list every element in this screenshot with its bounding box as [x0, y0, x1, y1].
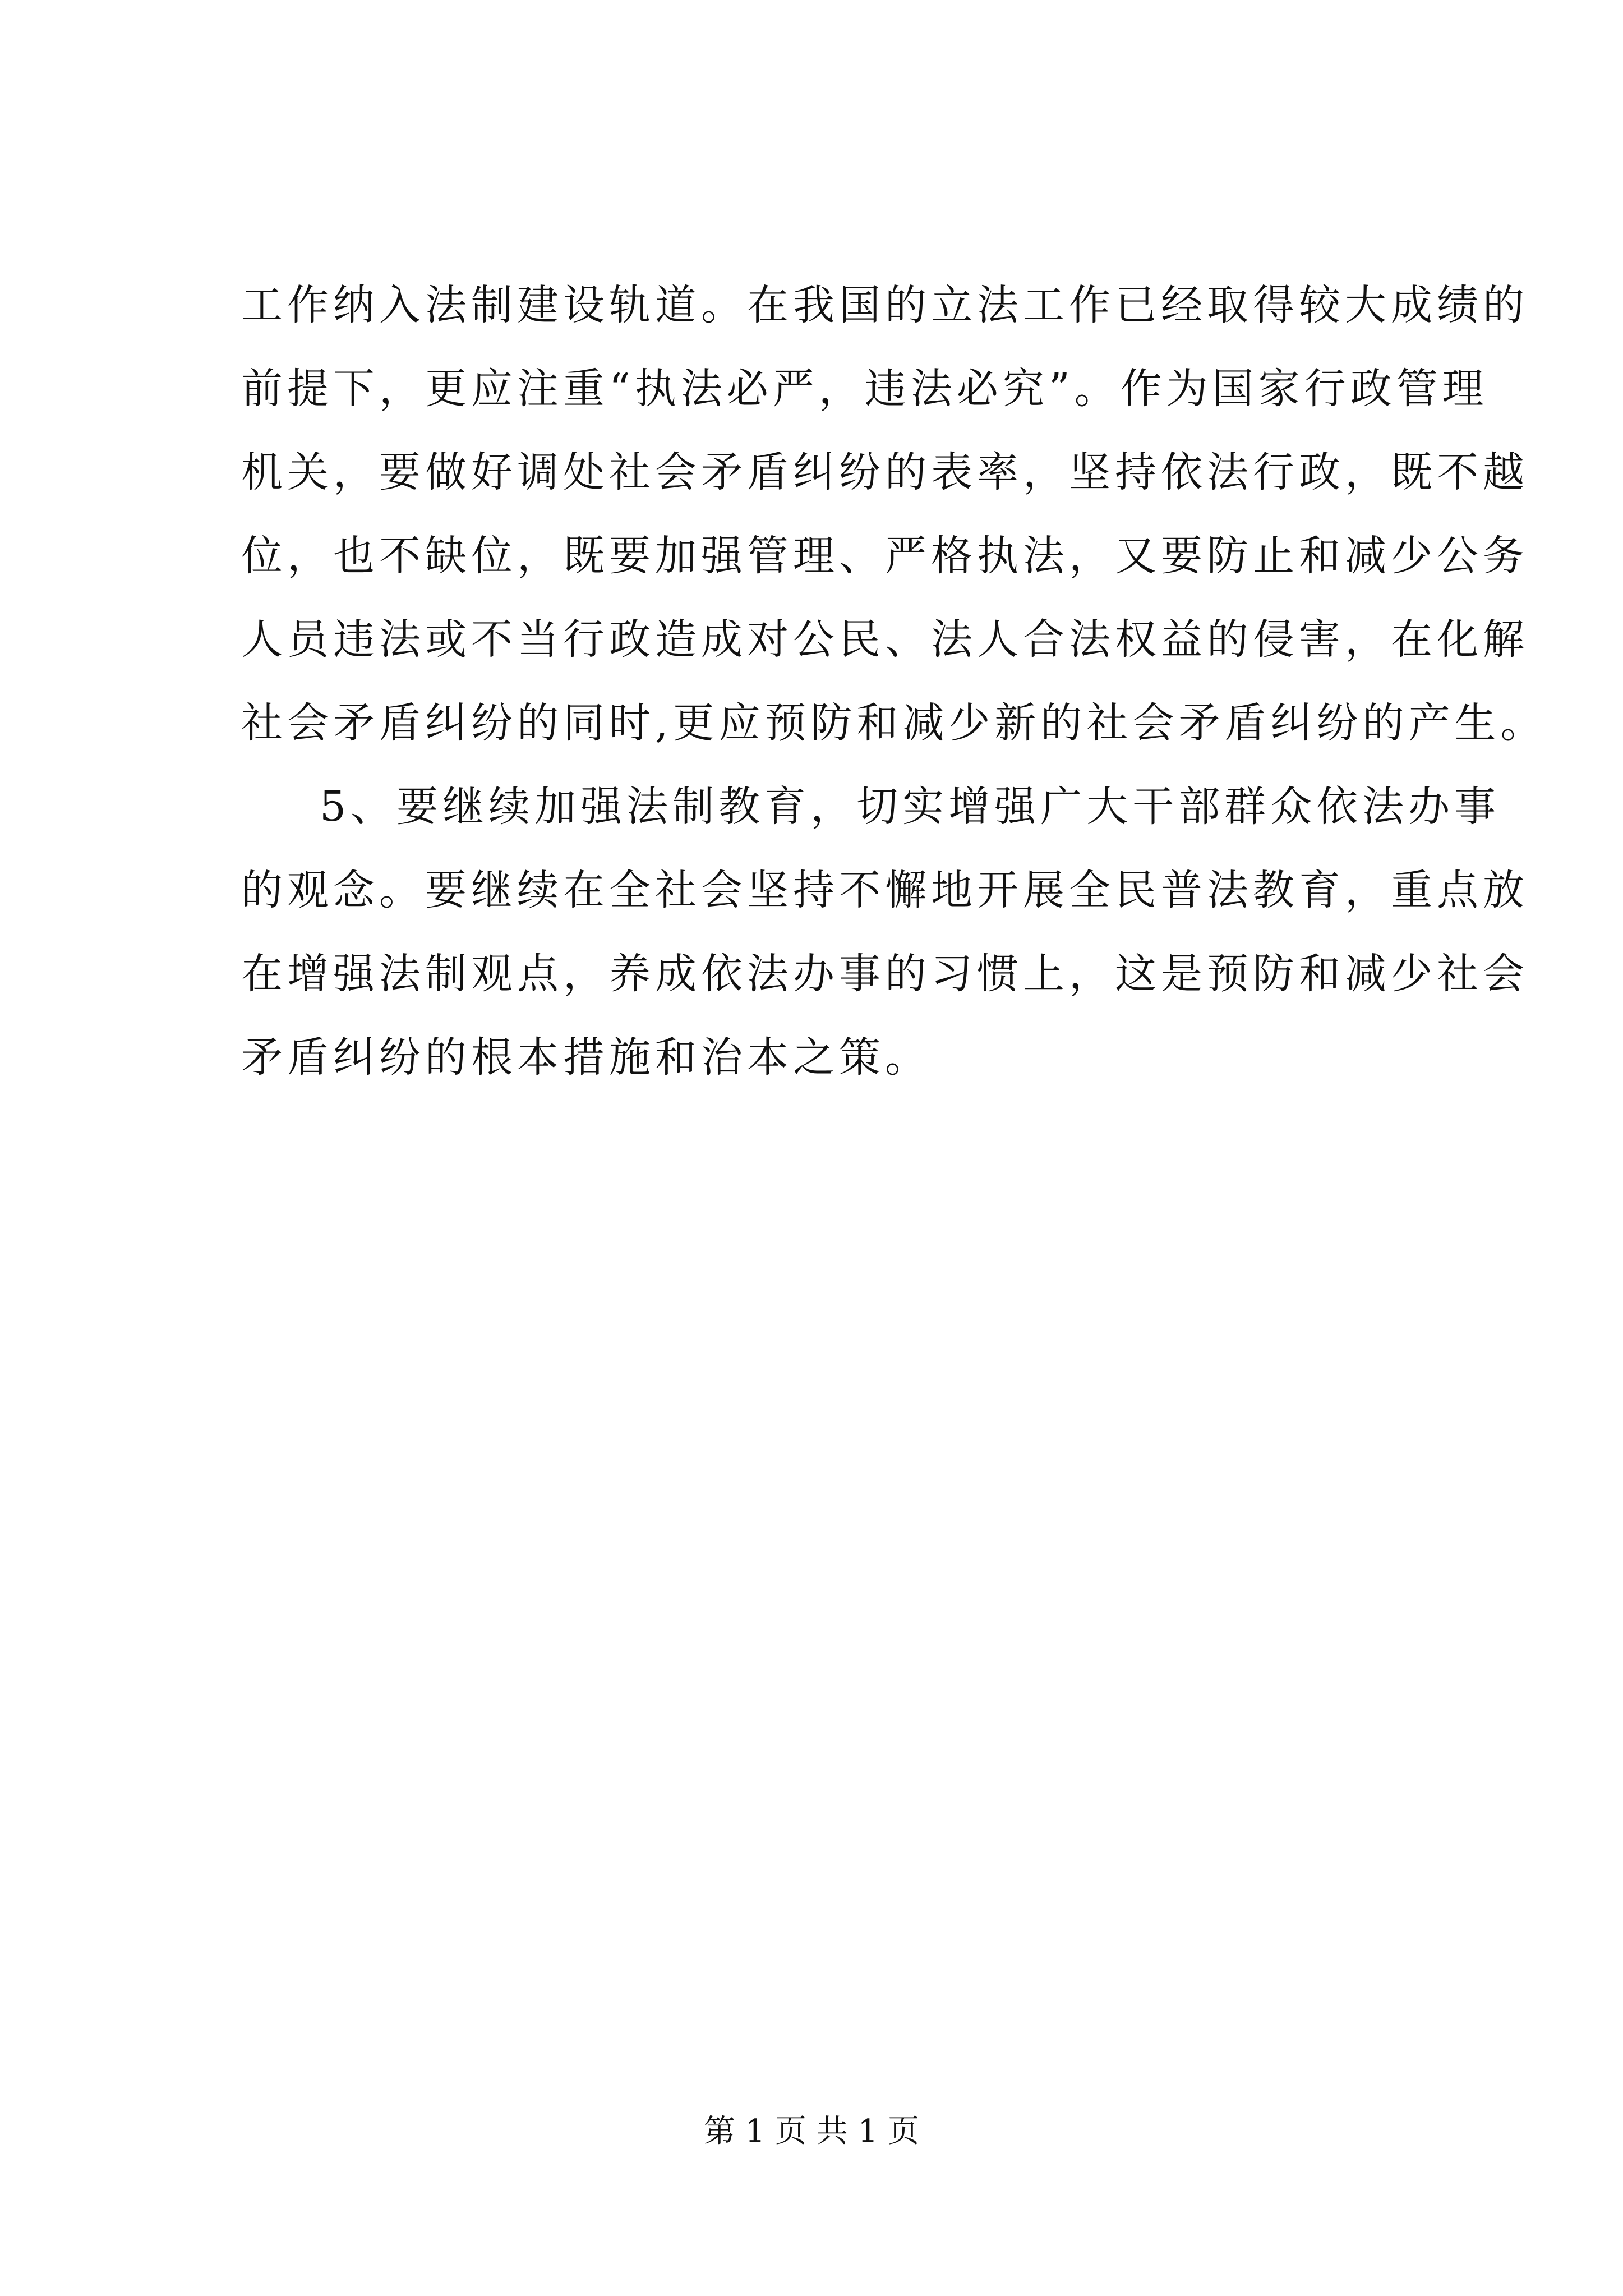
paragraph-line: 位，也不缺位，既要加强管理、严格执法，又要防止和减少公务 [241, 532, 1529, 580]
paragraph-line: 在增强法制观点，养成依法办事的习惯上，这是预防和减少社会 [241, 950, 1529, 998]
page-number-label: 第 1 页 共 1 页 [703, 2113, 920, 2150]
page-footer [0, 2112, 1623, 2151]
paragraph-line: 前提下，更应注重“执法必严，违法必究”。作为国家行政管理 [241, 365, 1488, 413]
paragraph-line: 人员违法或不当行政造成对公民、法人合法权益的侵害，在化解 [241, 615, 1529, 664]
paragraph-line: 社会矛盾纠纷的同时,更应预防和减少新的社会矛盾纠纷的产生。 [241, 699, 1547, 747]
paragraph-line: 的观念。要继续在全社会坚持不懈地开展全民普法教育，重点放 [241, 866, 1529, 914]
paragraph-line: 5、要继续加强法制教育，切实增强广大干部群众依法办事 [320, 783, 1501, 831]
paragraph-line: 工作纳入法制建设轨道。在我国的立法工作已经取得较大成绩的 [241, 281, 1529, 329]
document-body [241, 264, 1547, 1099]
paragraph-line: 矛盾纠纷的根本措施和治本之策。 [241, 1033, 931, 1082]
paragraph-line: 机关，要做好调处社会矛盾纠纷的表率，坚持依法行政，既不越 [241, 448, 1529, 496]
